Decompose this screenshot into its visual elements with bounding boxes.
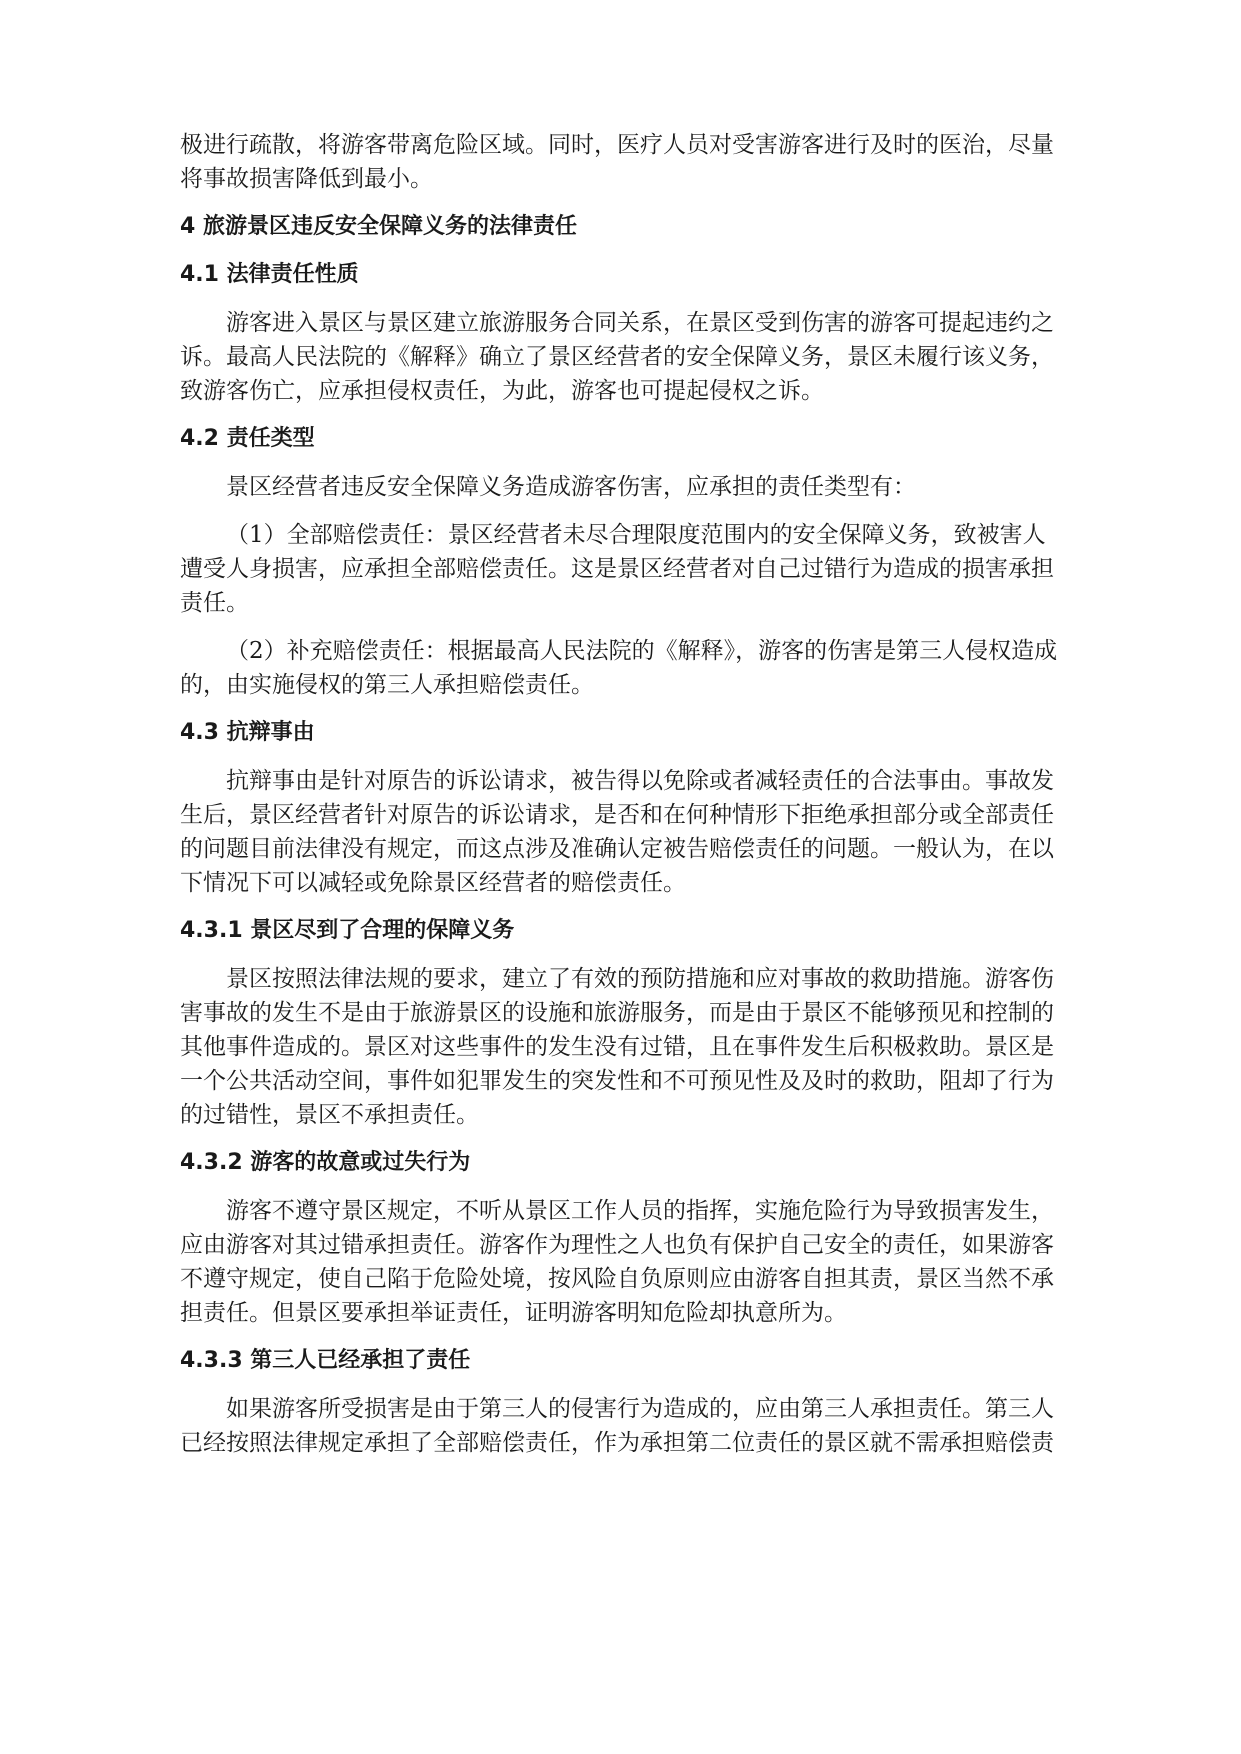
body-line: 的，由实施侵权的第三人承担赔偿责任。	[180, 672, 594, 698]
body-line: 下情况下可以减轻或免除景区经营者的赔偿责任。	[180, 870, 686, 896]
body-line: 应由游客对其过错承担责任。游客作为理性之人也负有保护自己安全的责任，如果游客	[180, 1232, 1054, 1258]
body-line: 抗辩事由是针对原告的诉讼请求，被告得以免除或者减轻责任的合法事由。事故发	[226, 768, 1054, 794]
body-line: 游客不遵守景区规定，不听从景区工作人员的指挥，实施危险行为导致损害发生，	[226, 1198, 1054, 1224]
body-line: 诉。最高人民法院的《解释》确立了景区经营者的安全保障义务，景区未履行该义务，	[180, 344, 1054, 370]
body-line: （1）全部赔偿责任：景区经营者未尽合理限度范围内的安全保障义务，致被害人	[226, 522, 1046, 548]
body-line: 游客进入景区与景区建立旅游服务合同关系，在景区受到伤害的游客可提起违约之	[226, 310, 1054, 336]
section-heading-4-3-1: 4.3.1 景区尽到了合理的保障义务	[180, 918, 515, 943]
body-line: （2）补充赔偿责任：根据最高人民法院的《解释》，游客的伤害是第三人侵权造成	[226, 638, 1058, 664]
body-line: 遭受人身损害，应承担全部赔偿责任。这是景区经营者对自己过错行为造成的损害承担	[180, 556, 1054, 582]
section-heading-4-3-2: 4.3.2 游客的故意或过失行为	[180, 1150, 471, 1175]
body-line: 责任。	[180, 590, 249, 616]
body-line: 一个公共活动空间，事件如犯罪发生的突发性和不可预见性及及时的救助，阻却了行为	[180, 1068, 1054, 1094]
section-heading-4-1: 4.1 法律责任性质	[180, 262, 359, 287]
section-heading-4-2: 4.2 责任类型	[180, 426, 315, 451]
body-line: 不遵守规定，使自己陷于危险处境，按风险自负原则应由游客自担其责，景区当然不承	[180, 1266, 1054, 1292]
section-heading-4-3: 4.3 抗辩事由	[180, 720, 315, 745]
body-line: 生后，景区经营者针对原告的诉讼请求，是否和在何种情形下拒绝承担部分或全部责任	[180, 802, 1054, 828]
body-line: 害事故的发生不是由于旅游景区的设施和旅游服务，而是由于景区不能够预见和控制的	[180, 1000, 1054, 1026]
body-line: 其他事件造成的。景区对这些事件的发生没有过错，且在事件发生后积极救助。景区是	[180, 1034, 1054, 1060]
body-line: 已经按照法律规定承担了全部赔偿责任，作为承担第二位责任的景区就不需承担赔偿责	[180, 1430, 1054, 1456]
body-line: 致游客伤亡，应承担侵权责任，为此，游客也可提起侵权之诉。	[180, 378, 824, 404]
body-line: 将事故损害降低到最小。	[180, 166, 433, 192]
body-line: 如果游客所受损害是由于第三人的侵害行为造成的，应由第三人承担责任。第三人	[226, 1396, 1054, 1422]
body-line: 景区经营者违反安全保障义务造成游客伤害，应承担的责任类型有：	[226, 474, 916, 500]
body-line: 极进行疏散，将游客带离危险区域。同时，医疗人员对受害游客进行及时的医治，尽量	[180, 132, 1054, 158]
section-heading-4-3-3: 4.3.3 第三人已经承担了责任	[180, 1348, 471, 1373]
body-line: 的问题目前法律没有规定，而这点涉及准确认定被告赔偿责任的问题。一般认为，在以	[180, 836, 1054, 862]
body-line: 的过错性，景区不承担责任。	[180, 1102, 479, 1128]
body-line: 担责任。但景区要承担举证责任，证明游客明知危险却执意所为。	[180, 1300, 847, 1326]
section-heading-4: 4 旅游景区违反安全保障义务的法律责任	[180, 214, 577, 239]
body-line: 景区按照法律法规的要求，建立了有效的预防措施和应对事故的救助措施。游客伤	[226, 966, 1054, 992]
document-page	[180, 128, 1130, 1460]
